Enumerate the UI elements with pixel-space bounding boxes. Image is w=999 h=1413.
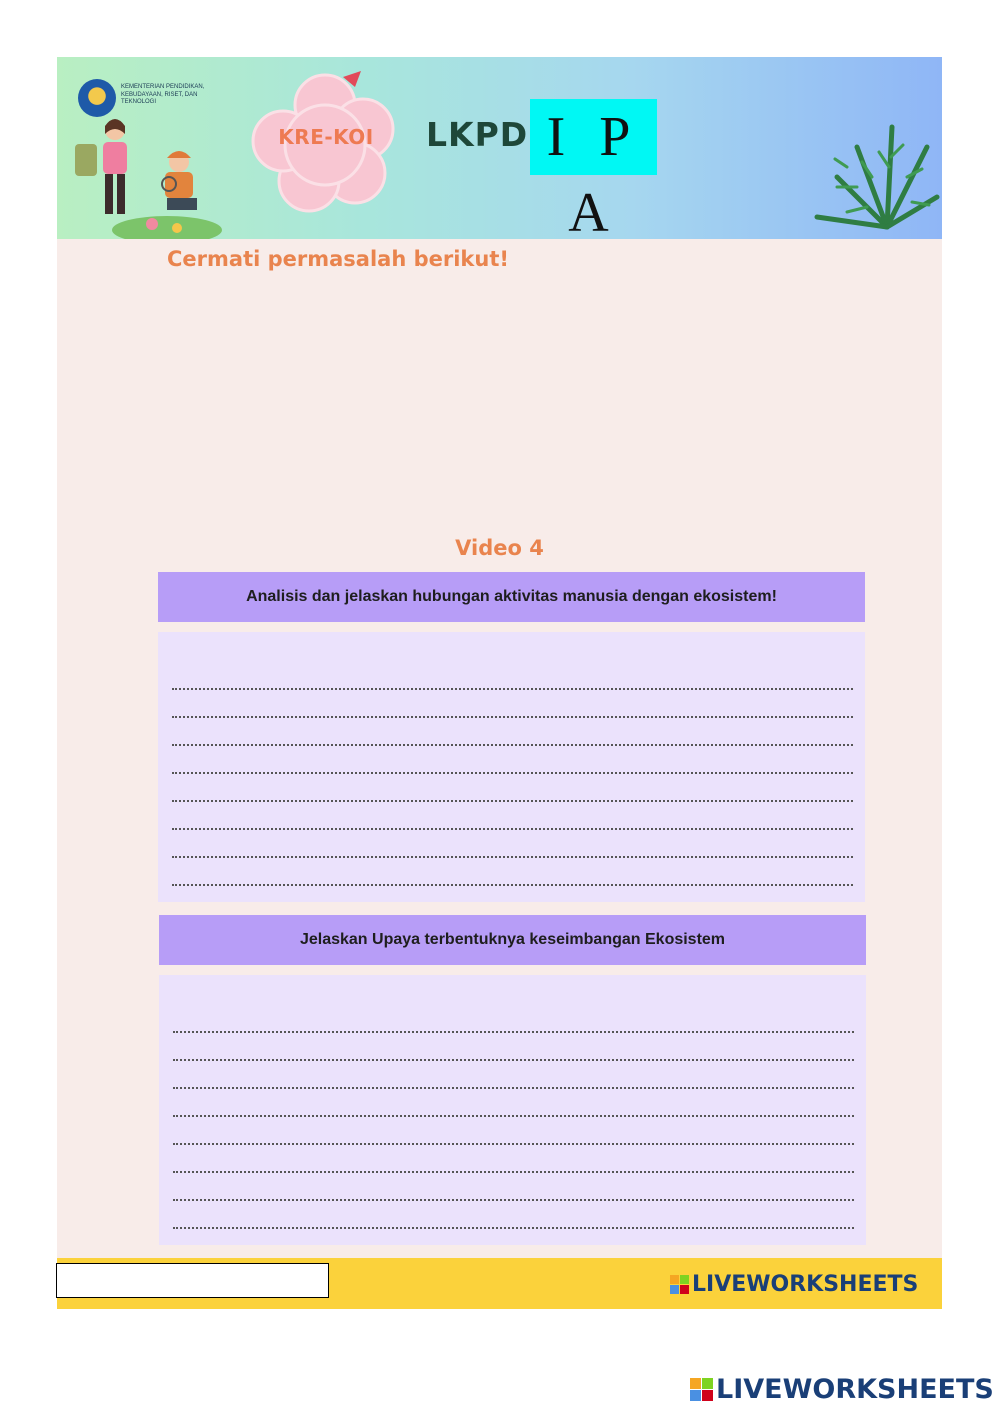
answer-line xyxy=(172,858,853,886)
footer-brand-logo xyxy=(670,1272,918,1297)
children-illustration xyxy=(67,112,237,239)
question-1-prompt: Analisis dan jelaskan hubungan aktivitas manusia dengan ekosistem! xyxy=(158,572,865,622)
answer-line xyxy=(172,662,853,690)
answer-line xyxy=(173,1005,854,1033)
answer-line xyxy=(172,690,853,718)
answer-line xyxy=(173,1117,854,1145)
question-2-answer-box[interactable] xyxy=(159,975,866,1245)
video-label: Video 4 xyxy=(455,536,544,560)
answer-line xyxy=(173,1145,854,1173)
name-input-field[interactable] xyxy=(56,1263,329,1298)
ministry-name: KEMENTERIAN PENDIDIKAN, KEBUDAYAAN, RISET, DAN TEKNOLOGI xyxy=(121,84,205,105)
header-banner xyxy=(57,57,942,239)
question-2-prompt: Jelaskan Upaya terbentuknya keseimbangan Ekosistem xyxy=(159,915,866,965)
page-brand-name: LIVEWORKSHEETS xyxy=(716,1374,994,1405)
worksheet-title: LKPD xyxy=(426,115,529,154)
answer-line xyxy=(173,1173,854,1201)
answer-line xyxy=(173,1089,854,1117)
palm-leaves-illustration xyxy=(807,107,942,239)
page-brand-logo[interactable] xyxy=(690,1374,994,1405)
footer-brand-name: LIVEWORKSHEETS xyxy=(692,1272,919,1297)
liveworksheets-icon xyxy=(690,1378,713,1401)
answer-line xyxy=(173,1033,854,1061)
subject-title: I P A xyxy=(530,99,657,175)
answer-line xyxy=(172,802,853,830)
answer-line xyxy=(172,830,853,858)
answer-line xyxy=(173,1061,854,1089)
liveworksheets-icon xyxy=(670,1275,689,1294)
badge-label: KRE-KOI xyxy=(278,125,374,149)
worksheet-page xyxy=(57,57,942,1309)
answer-line xyxy=(173,1201,854,1229)
answer-line xyxy=(172,718,853,746)
instruction-heading: Cermati permasalah berikut! xyxy=(167,247,509,271)
question-1-answer-box[interactable] xyxy=(158,632,865,902)
answer-line xyxy=(172,746,853,774)
answer-line xyxy=(172,774,853,802)
